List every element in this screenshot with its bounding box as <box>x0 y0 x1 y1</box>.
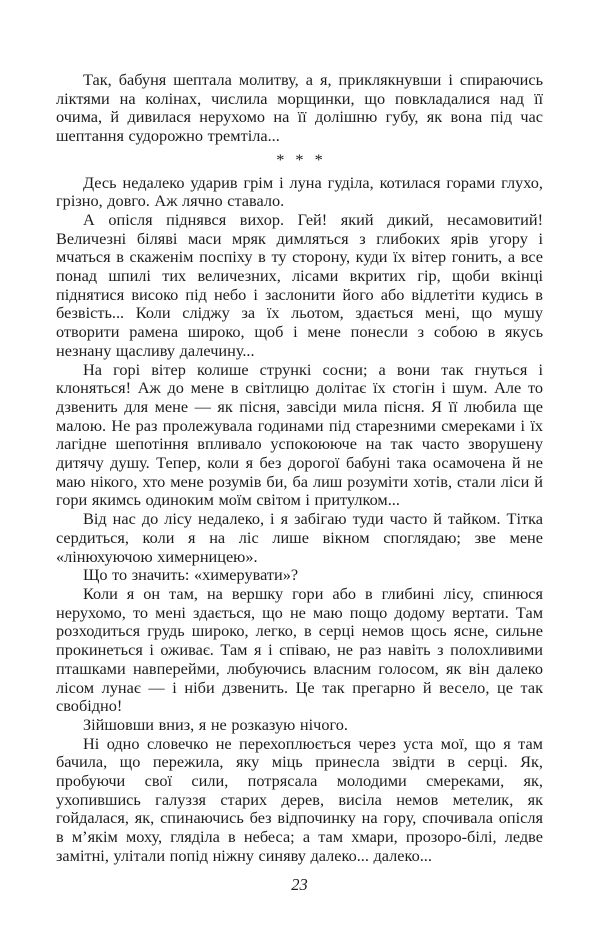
page-number: 23 <box>291 874 308 894</box>
paragraph-thunder: Десь недалеко ударив грім і луна гуділа, котилася горами глухо, грізно, довго. Аж лячно ставало. <box>56 172 543 211</box>
paragraph-descent: Зійшовши вниз, я не розказую нічого. <box>83 714 348 734</box>
section-divider: * * * <box>276 149 323 169</box>
paragraph-prayer: Так, бабуня шептала молитву, а я, приклякнувши і спираючись ліктями на колінах, числила морщинки, що повкладалися над її очима, й дивилася нерухомо на її долішню губу, як вона під час шептання судорожно тремтіла... <box>56 70 543 146</box>
paragraph-secret: Ні одно словечко не перехоплюється через уста мої, що я там бачила, що пережила, яку міць принесла звідти в серці. Як, пробуючи свої сили, потрясала молодими смереками, як, ухопившись галуззя старих дерев, висіла немов метелик, як гойдалася, як, спинаючись без відпочинку на гору, спочивала опісля в м’якім моху, гляділа в небеса; а там хмари, прозоро-білі, ледве замітні, улітали попід ніжну синяву далеко... далеко... <box>56 733 543 865</box>
text-block <box>56 71 543 894</box>
paragraph-whirlwind: А опісля піднявся вихор. Гей! який дикий, несамовитий! Величезні біляві маси мряк димляться з глибоких ярів угору і мчаться в скаженім поспіху в ту сторону, куди їх вітер гонить, а все понад шпилі тих величезних, лісами вкритих гір, щоби вкінці піднятися високо під небо і заслонити його або відлетіти кудись в безвість... Коли сліджу за їх льотом, здається мені, що мушу отворити рамена широко, щоб і мене понесли з собою в якусь незнану щасливу далечину... <box>56 209 543 360</box>
paragraph-forest-visits: Від нас до лісу недалеко, і я забігаю туди часто й тайком. Тітка сердиться, коли я на ліс лише вікном споглядаю; зве мене «лінюхуючою химерницею». <box>56 509 543 566</box>
paragraph-question: Що то значить: «химерувати»? <box>83 565 299 585</box>
paragraph-mountain-song: Коли я он там, на вершку гори або в глибині лісу, спинюся нерухомо, то мені здається, що не маю пощо додому вертати. Там розходиться грудь широко, легко, в серці немов щось ясне, сильне прокинеться і оживає. Там я і співаю, не раз навіть з полохливими пташками навперейми, любуючись власним голосом, як він далеко лісом лунає — і ніби дзвенить. Це так прегарно й весело, це так свобідно! <box>56 583 543 716</box>
paragraph-pines: На горі вітер колише стрункі сосни; а вони так гнуться і клоняться! Аж до мене в світлицю долітає їх стогін і шум. Але то дзвенить для мене — як пісня, завсіди мила пісня. Я її любила ще малою. Не раз пролежувала годинами під старезними смереками і їх лагідне шепотіння впливало успокоююче на так часто зворушену дитячу душу. Тепер, коли я без дорогої бабуні така осамочена й не маю нікого, хто мене розумів би, ба лиш розуміти хотів, стали ліси й гори якимсь одиноким моїм світом і притулком... <box>56 359 543 510</box>
